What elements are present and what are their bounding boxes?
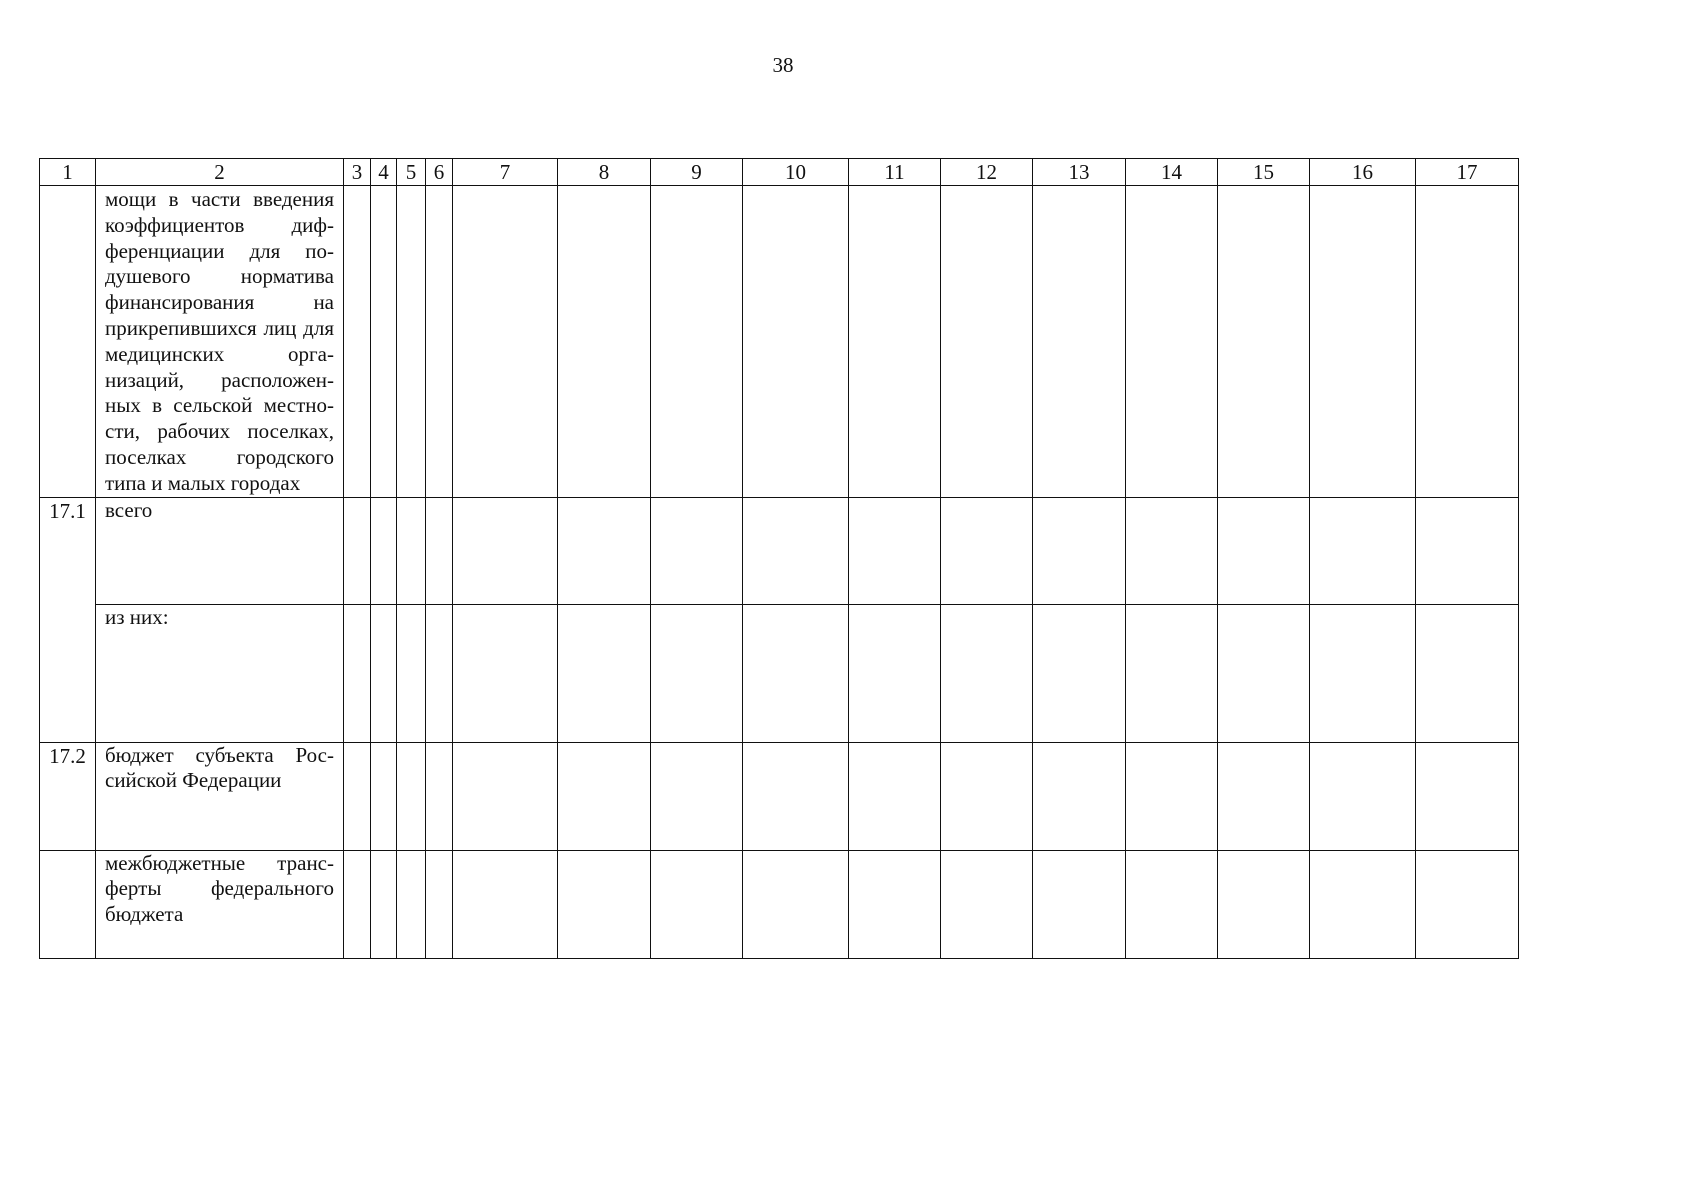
empty-cell bbox=[743, 497, 849, 604]
empty-cell bbox=[344, 850, 371, 958]
empty-cell bbox=[1416, 742, 1519, 850]
row-number bbox=[40, 186, 96, 498]
empty-cell bbox=[344, 497, 371, 604]
empty-cell bbox=[1218, 186, 1310, 498]
row-number: 17.2 bbox=[40, 742, 96, 850]
column-header: 9 bbox=[651, 159, 743, 186]
table-row bbox=[40, 604, 1519, 742]
empty-cell bbox=[1218, 604, 1310, 742]
empty-cell bbox=[558, 742, 651, 850]
empty-cell bbox=[849, 850, 941, 958]
empty-cell bbox=[1416, 850, 1519, 958]
column-header: 6 bbox=[426, 159, 453, 186]
empty-cell bbox=[1033, 604, 1126, 742]
column-header: 16 bbox=[1310, 159, 1416, 186]
empty-cell bbox=[1416, 497, 1519, 604]
column-header: 12 bbox=[941, 159, 1033, 186]
empty-cell bbox=[651, 742, 743, 850]
empty-cell bbox=[941, 186, 1033, 498]
empty-cell bbox=[1033, 497, 1126, 604]
empty-cell bbox=[397, 850, 426, 958]
empty-cell bbox=[941, 850, 1033, 958]
empty-cell bbox=[651, 604, 743, 742]
empty-cell bbox=[651, 497, 743, 604]
empty-cell bbox=[1033, 850, 1126, 958]
empty-cell bbox=[849, 186, 941, 498]
empty-cell bbox=[1416, 604, 1519, 742]
empty-cell bbox=[651, 186, 743, 498]
column-header: 7 bbox=[453, 159, 558, 186]
empty-cell bbox=[371, 742, 397, 850]
empty-cell bbox=[1033, 742, 1126, 850]
empty-cell bbox=[426, 742, 453, 850]
data-table bbox=[39, 158, 1519, 959]
empty-cell bbox=[344, 742, 371, 850]
empty-cell bbox=[743, 850, 849, 958]
empty-cell bbox=[426, 850, 453, 958]
empty-cell bbox=[1126, 742, 1218, 850]
column-header: 11 bbox=[849, 159, 941, 186]
empty-cell bbox=[743, 742, 849, 850]
empty-cell bbox=[371, 850, 397, 958]
empty-cell bbox=[371, 186, 397, 498]
column-header: 17 bbox=[1416, 159, 1519, 186]
empty-cell bbox=[941, 497, 1033, 604]
column-header: 13 bbox=[1033, 159, 1126, 186]
empty-cell bbox=[849, 497, 941, 604]
empty-cell bbox=[1310, 497, 1416, 604]
empty-cell bbox=[1033, 186, 1126, 498]
column-header: 5 bbox=[397, 159, 426, 186]
empty-cell bbox=[426, 497, 453, 604]
empty-cell bbox=[1126, 850, 1218, 958]
empty-cell bbox=[371, 604, 397, 742]
column-header: 4 bbox=[371, 159, 397, 186]
empty-cell bbox=[426, 186, 453, 498]
empty-cell bbox=[397, 742, 426, 850]
empty-cell bbox=[1416, 186, 1519, 498]
empty-cell bbox=[558, 604, 651, 742]
row-description: из них: bbox=[96, 604, 344, 742]
column-header: 2 bbox=[96, 159, 344, 186]
empty-cell bbox=[1126, 497, 1218, 604]
empty-cell bbox=[558, 186, 651, 498]
column-header: 15 bbox=[1218, 159, 1310, 186]
empty-cell bbox=[1218, 742, 1310, 850]
row-number: 17.1 bbox=[40, 497, 96, 742]
column-header: 1 bbox=[40, 159, 96, 186]
empty-cell bbox=[397, 497, 426, 604]
empty-cell bbox=[1310, 850, 1416, 958]
empty-cell bbox=[1310, 604, 1416, 742]
table-header-row bbox=[40, 159, 1519, 186]
empty-cell bbox=[344, 604, 371, 742]
table-row bbox=[40, 742, 1519, 850]
empty-cell bbox=[453, 186, 558, 498]
empty-cell bbox=[1218, 497, 1310, 604]
empty-cell bbox=[1310, 742, 1416, 850]
column-header: 14 bbox=[1126, 159, 1218, 186]
empty-cell bbox=[397, 604, 426, 742]
empty-cell bbox=[344, 186, 371, 498]
empty-cell bbox=[453, 850, 558, 958]
empty-cell bbox=[453, 497, 558, 604]
column-header: 8 bbox=[558, 159, 651, 186]
table-row bbox=[40, 186, 1519, 498]
row-description: межбюджетные транс-ферты федерального бюджета bbox=[96, 850, 344, 958]
empty-cell bbox=[941, 604, 1033, 742]
empty-cell bbox=[558, 850, 651, 958]
empty-cell bbox=[743, 186, 849, 498]
empty-cell bbox=[371, 497, 397, 604]
table-row bbox=[40, 497, 1519, 604]
column-header: 10 bbox=[743, 159, 849, 186]
row-description: всего bbox=[96, 497, 344, 604]
column-header: 3 bbox=[344, 159, 371, 186]
row-number bbox=[40, 850, 96, 958]
empty-cell bbox=[558, 497, 651, 604]
table-row bbox=[40, 850, 1519, 958]
empty-cell bbox=[1310, 186, 1416, 498]
empty-cell bbox=[849, 742, 941, 850]
empty-cell bbox=[453, 742, 558, 850]
empty-cell bbox=[651, 850, 743, 958]
empty-cell bbox=[1126, 186, 1218, 498]
empty-cell bbox=[1218, 850, 1310, 958]
empty-cell bbox=[426, 604, 453, 742]
row-description: мощи в части введения коэффициентов диф-ференциации для по-душевого норматива финансирования на прикрепившихся лиц для медицинских орга-низаций, расположен-ных в сельской местно-сти, рабочих поселках, поселках городского типа и малых городах bbox=[96, 186, 344, 498]
empty-cell bbox=[941, 742, 1033, 850]
page-number: 38 bbox=[772, 53, 794, 77]
row-description: бюджет субъекта Рос-сийской Федерации bbox=[96, 742, 344, 850]
empty-cell bbox=[453, 604, 558, 742]
empty-cell bbox=[1126, 604, 1218, 742]
empty-cell bbox=[849, 604, 941, 742]
empty-cell bbox=[743, 604, 849, 742]
empty-cell bbox=[397, 186, 426, 498]
